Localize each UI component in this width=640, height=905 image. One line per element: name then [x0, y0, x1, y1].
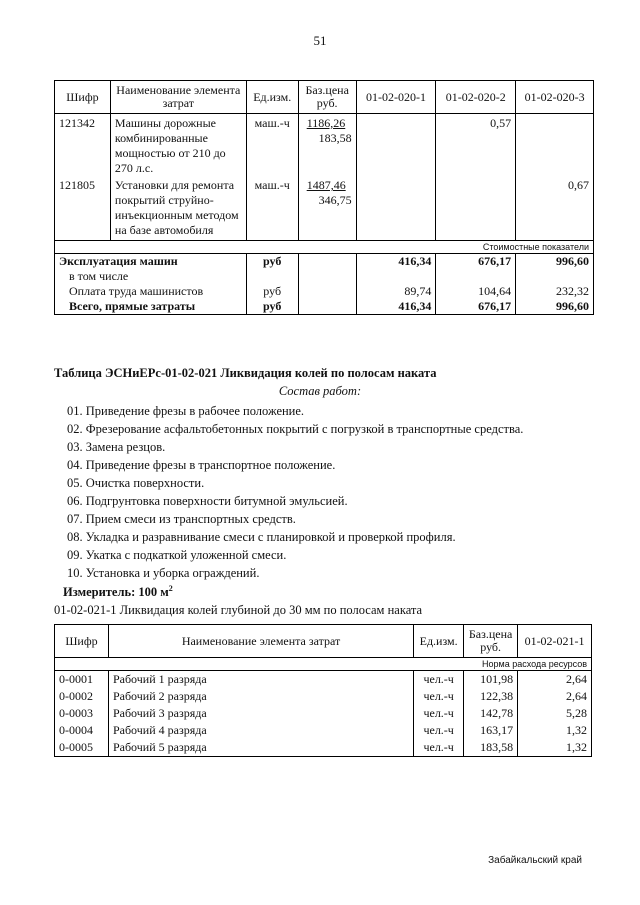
summary-price	[298, 269, 356, 284]
summary-value-3: 232,32	[516, 284, 594, 299]
summary-unit: руб	[246, 284, 298, 299]
table-row	[55, 705, 592, 722]
col-header-name: Наименование элемента затрат	[108, 625, 413, 658]
summary-unit: руб	[246, 299, 298, 315]
summary-value-1	[356, 269, 436, 284]
list-item: 06. Подгрунтовка поверхности битумной эмульсией.	[67, 494, 348, 508]
summary-unit	[246, 269, 298, 284]
summary-row	[55, 299, 594, 315]
footer-region: Забайкальский край	[488, 855, 582, 866]
list-item: 03. Замена резцов.	[67, 440, 166, 454]
table-row	[55, 114, 594, 177]
col-header-code: Шифр	[55, 625, 109, 658]
summary-value-2: 676,17	[436, 254, 516, 270]
row-price: 183,58	[464, 739, 518, 757]
row-unit: чел.-ч	[414, 722, 464, 739]
row-code: 121805	[55, 176, 111, 241]
list-item: 10. Установка и уборка ограждений.	[67, 566, 260, 580]
row-value: 1,32	[518, 739, 592, 757]
row-name: Рабочий 5 разряда	[108, 739, 413, 757]
row-unit: чел.-ч	[414, 739, 464, 757]
col-header-price: Баз.цена руб.	[464, 625, 518, 658]
row-name: Рабочий 2 разряда	[108, 688, 413, 705]
row-code: 0-0001	[55, 671, 109, 689]
table-header-row	[55, 81, 594, 114]
row-price: 122,38	[464, 688, 518, 705]
row-price: 101,98	[464, 671, 518, 689]
summary-value-3	[516, 269, 594, 284]
price-current: 1186,26	[306, 116, 346, 130]
summary-name: Эксплуатация машин	[55, 254, 247, 270]
list-item: 05. Очистка поверхности.	[67, 476, 205, 490]
table-row	[55, 176, 594, 241]
summary-row	[55, 269, 594, 284]
resource-norm-table	[54, 624, 592, 757]
row-value: 2,64	[518, 688, 592, 705]
table-row	[55, 722, 592, 739]
summary-unit: руб	[246, 254, 298, 270]
col-header-unit: Ед.изм.	[246, 81, 298, 114]
row-name: Рабочий 1 разряда	[108, 671, 413, 689]
row-unit: чел.-ч	[414, 688, 464, 705]
row-value-1	[356, 176, 436, 241]
summary-row	[55, 284, 594, 299]
table-row	[55, 688, 592, 705]
row-unit: маш.-ч	[246, 114, 298, 177]
summary-value-2	[436, 269, 516, 284]
price-wage: 183,58	[318, 131, 352, 145]
col-header-norm-3: 01-02-020-3	[516, 81, 594, 114]
list-item: 01. Приведение фрезы в рабочее положение.	[67, 404, 305, 418]
row-value-3: 0,67	[516, 176, 594, 241]
summary-row	[55, 254, 594, 270]
list-item: 09. Укатка с подкаткой уложенной смеси.	[67, 548, 287, 562]
summary-value-2: 104,64	[436, 284, 516, 299]
row-code: 0-0003	[55, 705, 109, 722]
row-unit: маш.-ч	[246, 176, 298, 241]
col-header-unit: Ед.изм.	[414, 625, 464, 658]
row-value: 5,28	[518, 705, 592, 722]
list-item: 02. Фрезерование асфальтобетонных покрытий с погрузкой в транспортные средства.	[67, 422, 524, 436]
row-name: Рабочий 3 разряда	[108, 705, 413, 722]
summary-value-1: 416,34	[356, 254, 436, 270]
price-wage: 346,75	[318, 193, 352, 207]
list-item: 04. Приведение фрезы в транспортное положение.	[67, 458, 336, 472]
summary-name: Оплата труда машинистов	[55, 284, 247, 299]
row-price: 163,17	[464, 722, 518, 739]
row-code: 0-0002	[55, 688, 109, 705]
table-row	[55, 739, 592, 757]
list-item: 08. Укладка и разравнивание смеси с планировкой и проверкой профиля.	[67, 530, 456, 544]
row-code: 0-0004	[55, 722, 109, 739]
summary-value-3: 996,60	[516, 254, 594, 270]
row-code: 121342	[55, 114, 111, 177]
row-value: 2,64	[518, 671, 592, 689]
works-heading: Состав работ:	[278, 384, 362, 398]
summary-value-2: 676,17	[436, 299, 516, 315]
measure-label: Измеритель: 100 м	[63, 585, 169, 600]
summary-price	[298, 284, 356, 299]
measure-sup: 2	[168, 584, 173, 593]
section-label: Норма расхода ресурсов	[55, 658, 592, 671]
row-value: 1,32	[518, 722, 592, 739]
list-item: 07. Прием смеси из транспортных средств.	[67, 512, 296, 526]
measure-unit	[63, 584, 173, 600]
row-price: 142,78	[464, 705, 518, 722]
summary-value-3: 996,60	[516, 299, 594, 315]
col-header-price: Баз.цена руб.	[298, 81, 356, 114]
row-price	[298, 176, 356, 241]
machines-cost-table	[54, 80, 594, 315]
col-header-norm: 01-02-021-1	[518, 625, 592, 658]
table-title: Таблица ЭСНиЕРс-01-02-021 Ликвидация колей по полосам наката	[54, 366, 437, 380]
price-current: 1487,46	[306, 178, 346, 192]
row-code: 0-0005	[55, 739, 109, 757]
col-header-norm-2: 01-02-020-2	[436, 81, 516, 114]
summary-value-1: 89,74	[356, 284, 436, 299]
section-row	[55, 241, 594, 254]
col-header-code: Шифр	[55, 81, 111, 114]
col-header-norm-1: 01-02-020-1	[356, 81, 436, 114]
section-row	[55, 658, 592, 671]
row-price	[298, 114, 356, 177]
row-name: Рабочий 4 разряда	[108, 722, 413, 739]
row-value-3	[516, 114, 594, 177]
row-value-2	[436, 176, 516, 241]
summary-name: Всего, прямые затраты	[55, 299, 247, 315]
table-header-row	[55, 625, 592, 658]
row-name: Установки для ремонта покрытий струйно-инъекционным методом на базе автомобиля	[110, 176, 246, 241]
col-header-name: Наименование элемента затрат	[110, 81, 246, 114]
row-unit: чел.-ч	[414, 671, 464, 689]
works-list	[67, 402, 523, 582]
summary-value-1: 416,34	[356, 299, 436, 315]
row-name: Машины дорожные комбинированные мощностью от 210 до 270 л.с.	[110, 114, 246, 177]
summary-name: в том числе	[55, 269, 247, 284]
row-value-1	[356, 114, 436, 177]
row-unit: чел.-ч	[414, 705, 464, 722]
page-number: 51	[313, 33, 327, 48]
table-row	[55, 671, 592, 689]
norm-code-line: 01-02-021-1 Ликвидация колей глубиной до 30 мм по полосам наката	[54, 603, 423, 617]
summary-price	[298, 299, 356, 315]
summary-price	[298, 254, 356, 270]
row-value-2: 0,57	[436, 114, 516, 177]
section-label: Стоимостные показатели	[55, 241, 594, 254]
